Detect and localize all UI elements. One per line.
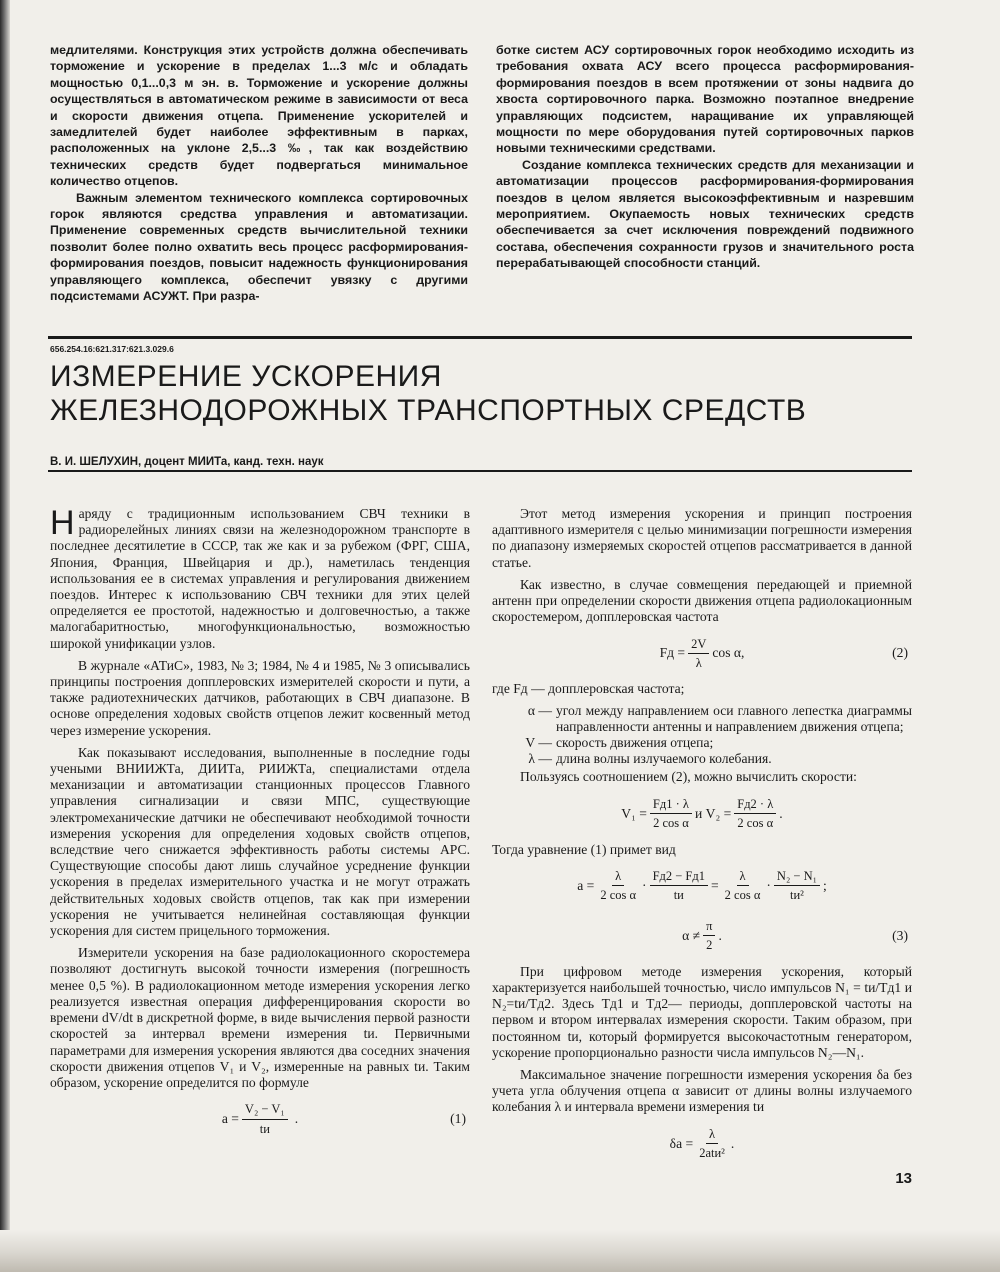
byline-divider <box>48 470 912 472</box>
page-edge-shadow <box>0 0 10 1272</box>
denominator: tи <box>259 1121 270 1136</box>
numerator: π <box>703 918 715 936</box>
title-line: ЖЕЛЕЗНОДОРОЖНЫХ ТРАНСПОРТНЫХ СРЕДСТВ <box>50 394 807 427</box>
fraction <box>703 918 715 953</box>
fraction <box>696 1126 728 1161</box>
denominator: 2atи² <box>699 1146 725 1161</box>
formula-tail: cos α, <box>712 645 745 661</box>
fraction <box>242 1101 288 1136</box>
formula-2 <box>492 631 912 675</box>
paragraph: Создание комплекса технических средств для механизации и автоматизации процессов расформирования-формирования поездов в целом является высокоэффективным и назревшим мероприятием. Окупаемость новых технических средств обеспечивается за счет исключения повреждений подвижного состава, обеспечения сохранности грузов и значительного роста перерабатывающей способности станций. <box>496 157 914 271</box>
formula-3: a = $\frac{\lambda}{\text{2 cos α}}$ · $\frac{Fд2 - Fд1}{tи}$ = $\frac{\lambda}{\text{2 cos α}}$ · $\frac{\text{N₂ − N₁}}{\text{tи²}}$ ; <box>577 869 827 903</box>
numerator: λ <box>612 868 624 886</box>
formula-1: a = $\frac{\text{V₂ − V₁}}{tи}$ . (1) <box>221 1102 466 1136</box>
denominator: λ <box>695 655 702 670</box>
denominator: 2 cos α <box>724 888 761 903</box>
paragraph-text: аряду с традиционным использованием СВЧ техники в радиорелейных линиях связи на железнодорожном транспорте в последнее десятилетие в СССР, так же как и за рубежом (ФРГ, США, Япония, Франция, Швейцария и др.), наметилась тенденция использования ее в системах управления и регулирования движением поездов. Интерес к использованию СВЧ техники для этих целей определяется ее простотой, надежностью и долговечностью, а также малогабаритностью, многофункциональностью, возможностью широкой унификации узлов. <box>50 506 470 651</box>
formula-equals: = <box>711 877 719 893</box>
numerator: V₂ − V₁ <box>242 1101 288 1119</box>
top-left-column <box>50 42 468 305</box>
fraction <box>774 868 820 903</box>
formula-lhs: α ≠ <box>682 927 701 943</box>
top-right-column <box>496 42 914 272</box>
paragraph: Измерители ускорения на базе радиолокационного скоростемера позволяют достигнуть высокой точности измерения (погрешность менее 0,5 %). В радиолокационном методе измерения ускорения легко реализуется известная операция дифференцирования скорости во времени dV/dt в дискретной форме, в виде вычисления первой разности скоростей за интервал времени измерения tи. Первичными параметрами для измерения ускорения являются два соседних значения скорости движения отцепов V₁ и V₂, измеренные на равных tи. Таким образом, ускорение определится по формуле <box>50 945 470 1090</box>
formula-lhs: a = <box>221 1111 239 1126</box>
paragraph: ботке систем АСУ сортировочных горок необходимо исходить из требования охвата АСУ всего процесса расформирования-формирования поездов в всем протяжении от зоны надвига до хвоста сортировочного парка. Возможно поэтапное внедрение управляющих подсистем, наращивание их управляющей мощности по мере оборудования путей сортировочных парков новыми техническими средствами. <box>496 43 914 156</box>
equation-number: (2) <box>892 645 908 661</box>
paragraph: Этот метод измерения ускорения и принцип построения адаптивного измерителя с целью минимизации погрешности измерения по диапазону измеряемых скоростей отцепов рассматривается в данной статье. <box>492 506 912 570</box>
formula-connector: и V₂ = <box>694 805 732 821</box>
denominator: tи <box>673 888 684 903</box>
equation-number: (3) <box>892 927 908 943</box>
paragraph: Важным элементом технического комплекса сортировочных горок являются средства управления и автоматизации. Применение современных средств вычислительной техники позволит более полно охватить весь процесс расформирования-формирования поездов, повысит надежность функционирования управляющего комплекса, обеспечит увязку с другими подсистемами АСУЖТ. При разра- <box>50 190 468 304</box>
fraction <box>734 796 776 831</box>
section-divider <box>48 336 912 339</box>
denominator: 2 <box>706 938 713 953</box>
denominator: tи² <box>790 888 804 903</box>
numerator: N₂ − N₁ <box>774 868 820 886</box>
symbol-legend <box>492 703 912 767</box>
fraction <box>650 868 708 903</box>
denominator: 2 cos α <box>737 816 774 831</box>
fraction <box>688 636 709 671</box>
numerator: λ <box>706 1126 718 1144</box>
equation-number: (1) <box>450 1111 466 1127</box>
paragraph: медлителями. Конструкция этих устройств должна обеспечивать торможение и ускорение в пределах 1...3 м/с и обладать мощностью 0,1...0,3 м эн. в. Торможение и ускорение должны осуществляться в автоматическом режиме в зависимости от веса и скорости движения отцепа. Применение ускорителей и замедлителей будет наиболее эффективным в парках, расположенных на уклоне 2,5...3 ‰, так как воздействию технических средств будет подвергаться минимальное количество отцепов. <box>50 43 468 189</box>
fraction <box>722 868 764 903</box>
numerator: Fд2 · λ <box>734 796 776 814</box>
fraction <box>597 868 639 903</box>
formula-4 <box>492 1122 912 1166</box>
paragraph: Как известно, в случае совмещения передающей и приемной антенн при определении скорости движения отцепа радиолокационным скоростемером, допплеровская частота <box>492 576 912 625</box>
legend-text: угол между направлением оси главного лепестка диаграммы направленности антенны и направлением движения отцепа; <box>556 703 912 735</box>
formula-end: . <box>718 927 722 943</box>
denominator: 2 cos α <box>653 816 689 831</box>
paragraph: Максимальное значение погрешности измерения ускорения δa без учета угла облучения отцепа α зависит от длины волны излучаемого колебания λ и интервала времени измерения tи <box>492 1067 912 1115</box>
paragraph: Пользуясь соотношением (2), можно вычислить скорости: <box>520 769 857 785</box>
udc-code: 656.254.16:621.317:621.3.029.6 <box>50 344 174 354</box>
numerator: 2V <box>688 636 709 654</box>
paragraph: Как показывают исследования, выполненные в последние годы учеными ВНИИЖТа, ДИИТа, РИИЖТа, специалистами отдела механизации и автоматизации станционных процессов Главного управления сигнализации и связи МПС, существующие электромеханические датчики не обеспечивают необходимой точности измерения ускорения для определения ходовых свойств отцепов, вследствие чего снижается эффективность работы системы АРС. Существующие способы дают лишь случайное усреднение функции ускорения в пределах измерительного участка и не могут отражать действительных ходовых свойств отцепов, так как при измерении ускорения не учитывается нелинейная составляющая функции ускорения для систем прицельного торможения. <box>50 744 470 939</box>
paragraph: Тогда уравнение (1) примет вид <box>492 841 676 857</box>
legend-intro: где Fд — допплеровская частота; <box>492 681 685 697</box>
article-title <box>50 360 806 428</box>
formula-end: ; <box>823 877 827 893</box>
legend-text: длина волны излучаемого колебания. <box>556 751 772 767</box>
legend-row <box>492 735 912 751</box>
formula-3-condition <box>492 914 912 958</box>
page-number: 13 <box>895 1170 912 1187</box>
legend-symbol: V — <box>525 735 552 751</box>
fraction <box>650 796 692 831</box>
paragraph <box>50 506 470 652</box>
article-left-column <box>50 506 470 1147</box>
article-right-column <box>492 506 912 1172</box>
denominator: 2 cos α <box>600 888 637 903</box>
author-byline: В. И. ШЕЛУХИН, доцент МИИТа, канд. техн. наук <box>50 456 324 468</box>
paragraph: При цифровом методе измерения ускорения, который характеризуется наибольшей точностью, число импульсов N₁ = tи/Tд1 и N₂=tи/Tд2. Здесь Tд1 и Tд2— периоды, допплеровской частоты на первом и втором интервалах измерения скорости. Таким образом, при постоянном tи, который формируется высокочастотным генератором, ускорение пропорционально разности числа импульсов N₂—N₁. <box>492 963 912 1060</box>
page-bottom-shadow <box>0 1230 1000 1272</box>
formula-end: . <box>779 805 783 821</box>
formula-velocities <box>492 792 912 836</box>
legend-symbol: λ — <box>528 751 552 767</box>
legend-text: скорость движения отцепа; <box>556 735 714 751</box>
numerator: Fд2 − Fд1 <box>650 868 708 886</box>
formula-lhs: a = <box>577 877 595 893</box>
formula-end: . <box>730 1135 735 1151</box>
legend-row <box>492 703 912 735</box>
numerator: Fд1 · λ <box>650 796 692 814</box>
numerator: λ <box>737 868 749 886</box>
formula-lhs: V₁ = <box>621 805 647 821</box>
drop-cap: Н <box>50 504 75 542</box>
formula-lhs: Fд = <box>659 645 686 661</box>
legend-symbol: α — <box>527 703 552 719</box>
title-line: ИЗМЕРЕНИЕ УСКОРЕНИЯ <box>50 360 442 393</box>
legend-row <box>492 751 912 767</box>
formula-lhs: δa = <box>669 1135 694 1151</box>
paragraph: В журнале «АТиС», 1983, № 3; 1984, № 4 и 1985, № 3 описывались принципы построения допплеровских измерителей скорости и пути, а также радиотехнических датчиков, работающих в СВЧ диапазоне. В основе определения ходовых свойств отцепов лежит косвенный метод через измерение ускорения. <box>50 657 470 738</box>
